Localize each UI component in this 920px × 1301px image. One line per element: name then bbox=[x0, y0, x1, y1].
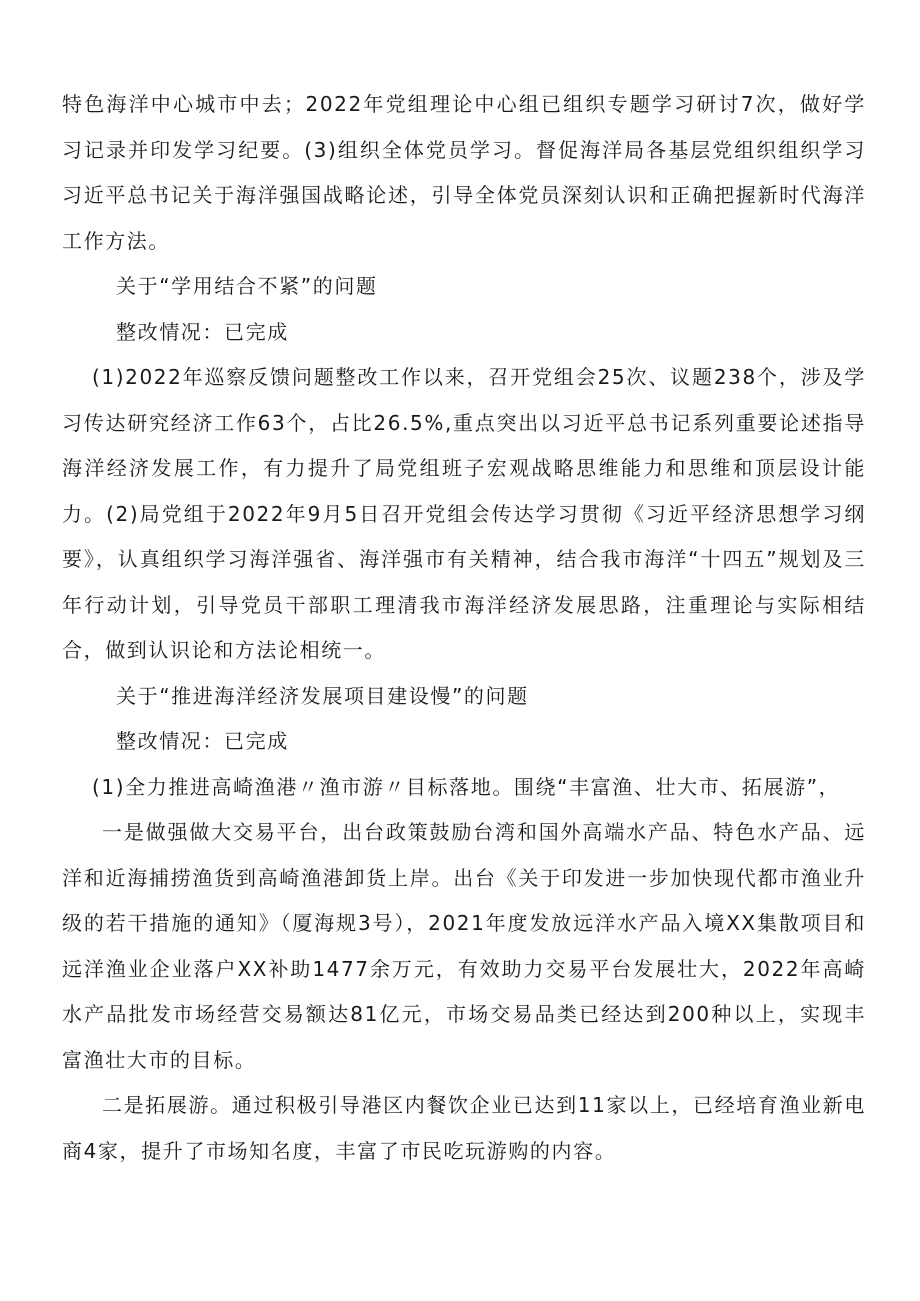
rectification-status-1: 整改情况：已完成 bbox=[116, 319, 289, 344]
body-paragraph-4: 一是做强做大交易平台，出台政策鼓励台湾和国外高端水产品、特色水产品、远洋和近海捕捞渔货到高崎渔港卸货上岸。出台《关于印发进一步加快现代都市渔业升级的若干措施的通知》（厦海规3号），2021年度发放远洋水产品入境XX集散项目和远洋渔业企业落户XX补助1477余万元，有效助力交易平台发展壮大，2022年高崎水产品批发市场经营交易额达81亿元，市场交易品类已经达到200种以上，实现丰富渔壮大市的目标。 bbox=[62, 820, 866, 1072]
body-paragraph-2: (1)2022年巡察反馈问题整改工作以来，召开党组会25次、议题238个，涉及学习传达研究经济工作63个，占比26.5%,重点突出以习近平总书记系列重要论述指导海洋经济发展工作，有力提升了局党组班子宏观战略思维能力和思维和顶层设计能力。(2)局党组于2022年9月5日召开党组会传达学习贯彻《习近平经济思想学习纲要》，认真组织学习海洋强省、海洋强市有关精神，结合我市海洋“十四五”规划及三年行动计划，引导党员干部职工理清我市海洋经济发展思路，注重理论与实际相结合，做到认识论和方法论相统一。 bbox=[62, 365, 866, 662]
rectification-status-2: 整改情况：已完成 bbox=[116, 729, 289, 753]
body-paragraph-3: (1)全力推进高崎渔港〃渔市游〃目标落地。围绕“丰富渔、壮大市、拓展游”， bbox=[92, 774, 841, 799]
section-heading-study: 关于“学用结合不紧”的问题 bbox=[116, 274, 378, 298]
section-heading-projects: 关于“推进海洋经济发展项目建设慢”的问题 bbox=[116, 683, 529, 708]
body-paragraph-1: 特色海洋中心城市中去；2022年党组理论中心组已组织专题学习研讨7次，做好学习记录并印发学习纪要。(3)组织全体党员学习。督促海洋局各基层党组织组织学习习近平总书记关于海洋强国战略论述，引导全体党员深刻认识和正确把握新时代海洋工作方法。 bbox=[62, 92, 866, 253]
body-paragraph-5: 二是拓展游。通过积极引导港区内餐饮企业已达到11家以上，已经培育渔业新电商4家，提升了市场知名度，丰富了市民吃玩游购的内容。 bbox=[62, 1093, 866, 1163]
